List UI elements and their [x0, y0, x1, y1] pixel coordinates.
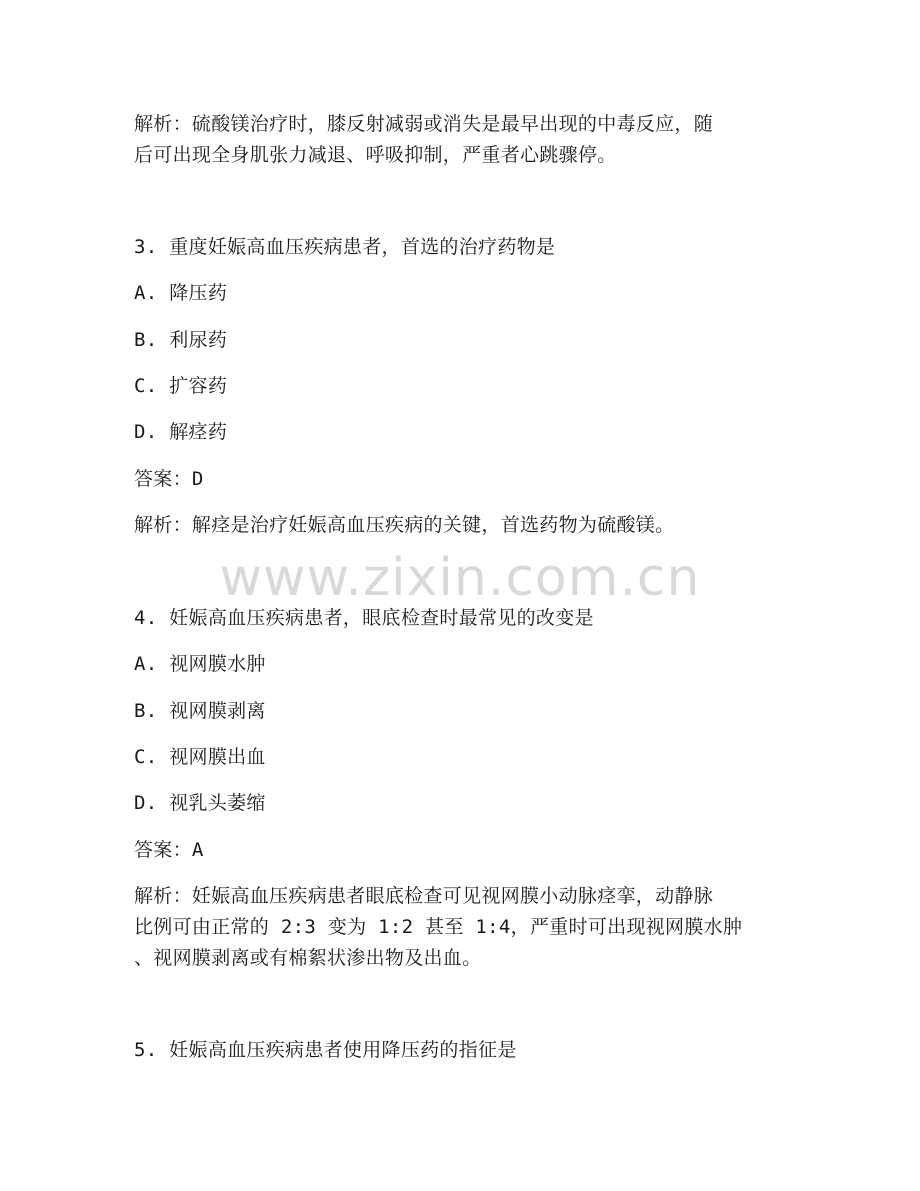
option-a: A. 降压药: [134, 282, 228, 304]
option-a: A. 视网膜水肿: [134, 653, 266, 675]
answer: 答案：A: [134, 839, 204, 861]
option-d: D. 视乳头萎缩: [134, 792, 266, 814]
analysis-text: 解析：硫酸镁治疗时，膝反射减弱或消失是最早出现的中毒反应，随: [134, 113, 714, 135]
analysis-text: 后可出现全身肌张力减退、呼吸抑制，严重者心跳骤停。: [134, 144, 617, 166]
option-c: C. 扩容药: [134, 375, 228, 397]
analysis-text: 解析：妊娠高血压疾病患者眼底检查可见视网膜小动脉痉挛，动静脉: [134, 885, 714, 907]
question-4: 4. 妊娠高血压疾病患者，眼底检查时最常见的改变是: [134, 607, 594, 629]
answer: 答案：D: [134, 468, 204, 490]
option-b: B. 视网膜剥离: [134, 700, 266, 722]
option-c: C. 视网膜出血: [134, 746, 266, 768]
analysis-text: 解析：解痉是治疗妊娠高血压疾病的关键，首选药物为硫酸镁。: [134, 514, 675, 536]
analysis-text: 、视网膜剥离或有棉絮状渗出物及出血。: [134, 947, 482, 969]
option-d: D. 解痉药: [134, 421, 228, 443]
analysis-text: 比例可由正常的 2:3 变为 1:2 甚至 1:4，严重时可出现视网膜水肿: [134, 916, 743, 938]
question-3: 3. 重度妊娠高血压疾病患者，首选的治疗药物是: [134, 236, 556, 258]
option-b: B. 利尿药: [134, 329, 228, 351]
watermark: www.zixin.com.cn: [219, 548, 701, 608]
question-5: 5. 妊娠高血压疾病患者使用降压药的指征是: [134, 1039, 517, 1061]
